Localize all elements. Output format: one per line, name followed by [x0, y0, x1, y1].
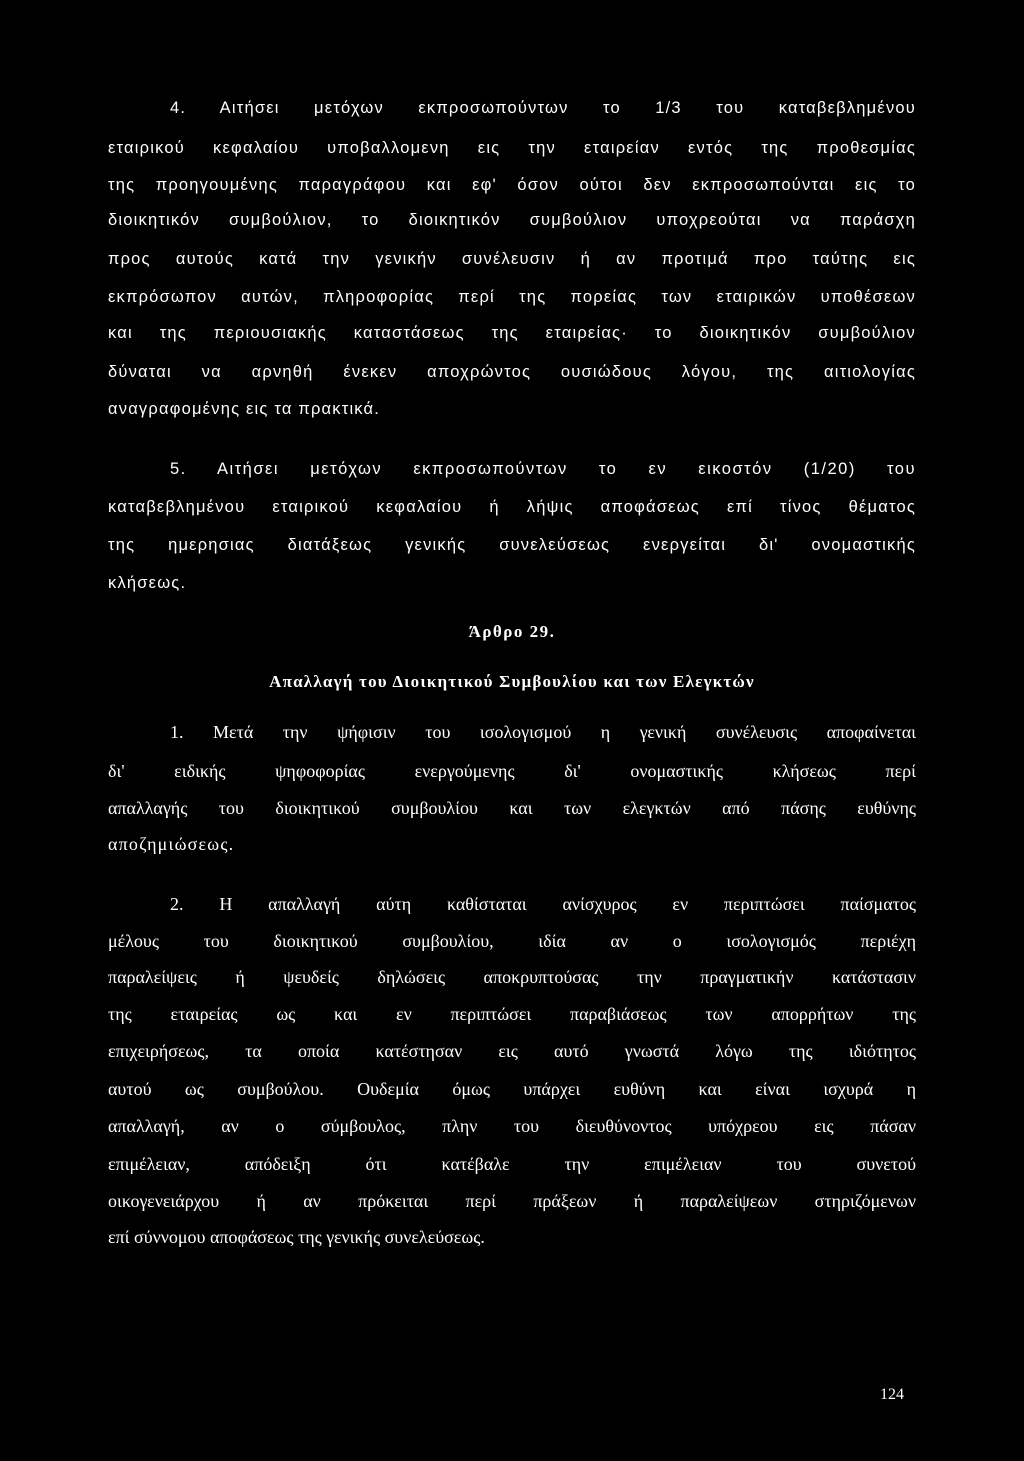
text-line: 1. Μετά την ψήφισιν του ισολογισμού η γενική συνέλευσις αποφαίνεται	[170, 722, 916, 742]
text-line: δι' ειδικής ψηφοφορίας ενεργούμενης δι' ονομαστικής κλήσεως περί	[108, 761, 916, 781]
text-line: καταβεβλημένου εταιρικού κεφαλαίου ή λήψις αποφάσεως επί τίνος θέματος	[108, 498, 916, 516]
text-line: 5. Αιτήσει μετόχων εκπροσωπούντων το εν εικοστόν (1/20) του	[170, 460, 916, 478]
text-line: παραλείψεις ή ψευδείς δηλώσεις αποκρυπτούσας την πραγματικήν κατάστασιν	[108, 967, 916, 987]
text-line: απαλλαγής του διοικητικού συμβουλίου και των ελεγκτών από πάσης ευθύνης	[108, 798, 916, 818]
text-line: απαλλαγή, αν ο σύμβουλος, πλην του διευθύνοντος υπόχρεου εις πάσαν	[108, 1116, 916, 1136]
text-line: οικογενειάρχου ή αν πρόκειται περί πράξεων ή παραλείψεων στηριζόμενων	[108, 1191, 916, 1211]
text-line: επιχειρήσεως, τα οποία κατέστησαν εις αυτό γνωστά λόγω της ιδιότητος	[108, 1041, 916, 1061]
text-line: διοικητικόν συμβούλιον, το διοικητικόν συμβούλιον υποχρεούται να παράσχη	[108, 211, 916, 229]
text-line: επιμέλειαν, απόδειξη ότι κατέβαλε την επιμέλειαν του συνετού	[108, 1154, 916, 1174]
text-line: 4. Αιτήσει μετόχων εκπροσωπούντων το 1/3 του καταβεβλημένου	[170, 99, 916, 117]
text-line: εκπρόσωπον αυτών, πληροφορίας περί της πορείας των εταιρικών υποθέσεων	[108, 288, 916, 306]
text-line: μέλους του διοικητικού συμβουλίου, ιδία αν ο ισολογισμός περιέχη	[108, 931, 916, 951]
text-line: της εταιρείας ως και εν περιπτώσει παραβιάσεως των απορρήτων της	[108, 1004, 916, 1024]
page-number: 124	[880, 1386, 904, 1403]
text-line: της προηγουμένης παραγράφου και εφ' όσον ούτοι δεν εκπροσωπούνται εις το	[108, 176, 916, 194]
text-line: αποζημιώσεως.	[108, 834, 235, 854]
text-line: επί σύννομου αποφάσεως της γενικής συνελεύσεως.	[108, 1227, 485, 1247]
text-line: 2. Η απαλλαγή αύτη καθίσταται ανίσχυρος εν περιπτώσει παίσματος	[170, 894, 916, 914]
text-line: αναγραφομένης εις τα πρακτικά.	[108, 400, 381, 418]
text-line: της ημερησιας διατάξεως γενικής συνελεύσεως ενεργείται δι' ονομαστικής	[108, 536, 916, 554]
text-line: προς αυτούς κατά την γενικήν συνέλευσιν ή αν προτιμά προ ταύτης εις	[108, 250, 916, 268]
article-number: Άρθρο 29.	[468, 622, 556, 641]
article-title: Απαλλαγή του Διοικητικού Συμβουλίου και των Ελεγκτών	[269, 672, 755, 691]
text-line: αυτού ως συμβούλου. Ουδεμία όμως υπάρχει ευθύνη και είναι ισχυρά η	[108, 1079, 916, 1099]
text-line: κλήσεως.	[108, 574, 187, 592]
text-line: και της περιουσιακής καταστάσεως της εταιρείας· το διοικητικόν συμβούλιον	[108, 324, 916, 342]
text-line: εταιρικού κεφαλαίου υποβαλλομενη εις την εταιρείαν εντός της προθεσμίας	[108, 139, 916, 157]
text-line: δύναται να αρνηθή ένεκεν αποχρώντος ουσιώδους λόγου, της αιτιολογίας	[108, 363, 916, 381]
